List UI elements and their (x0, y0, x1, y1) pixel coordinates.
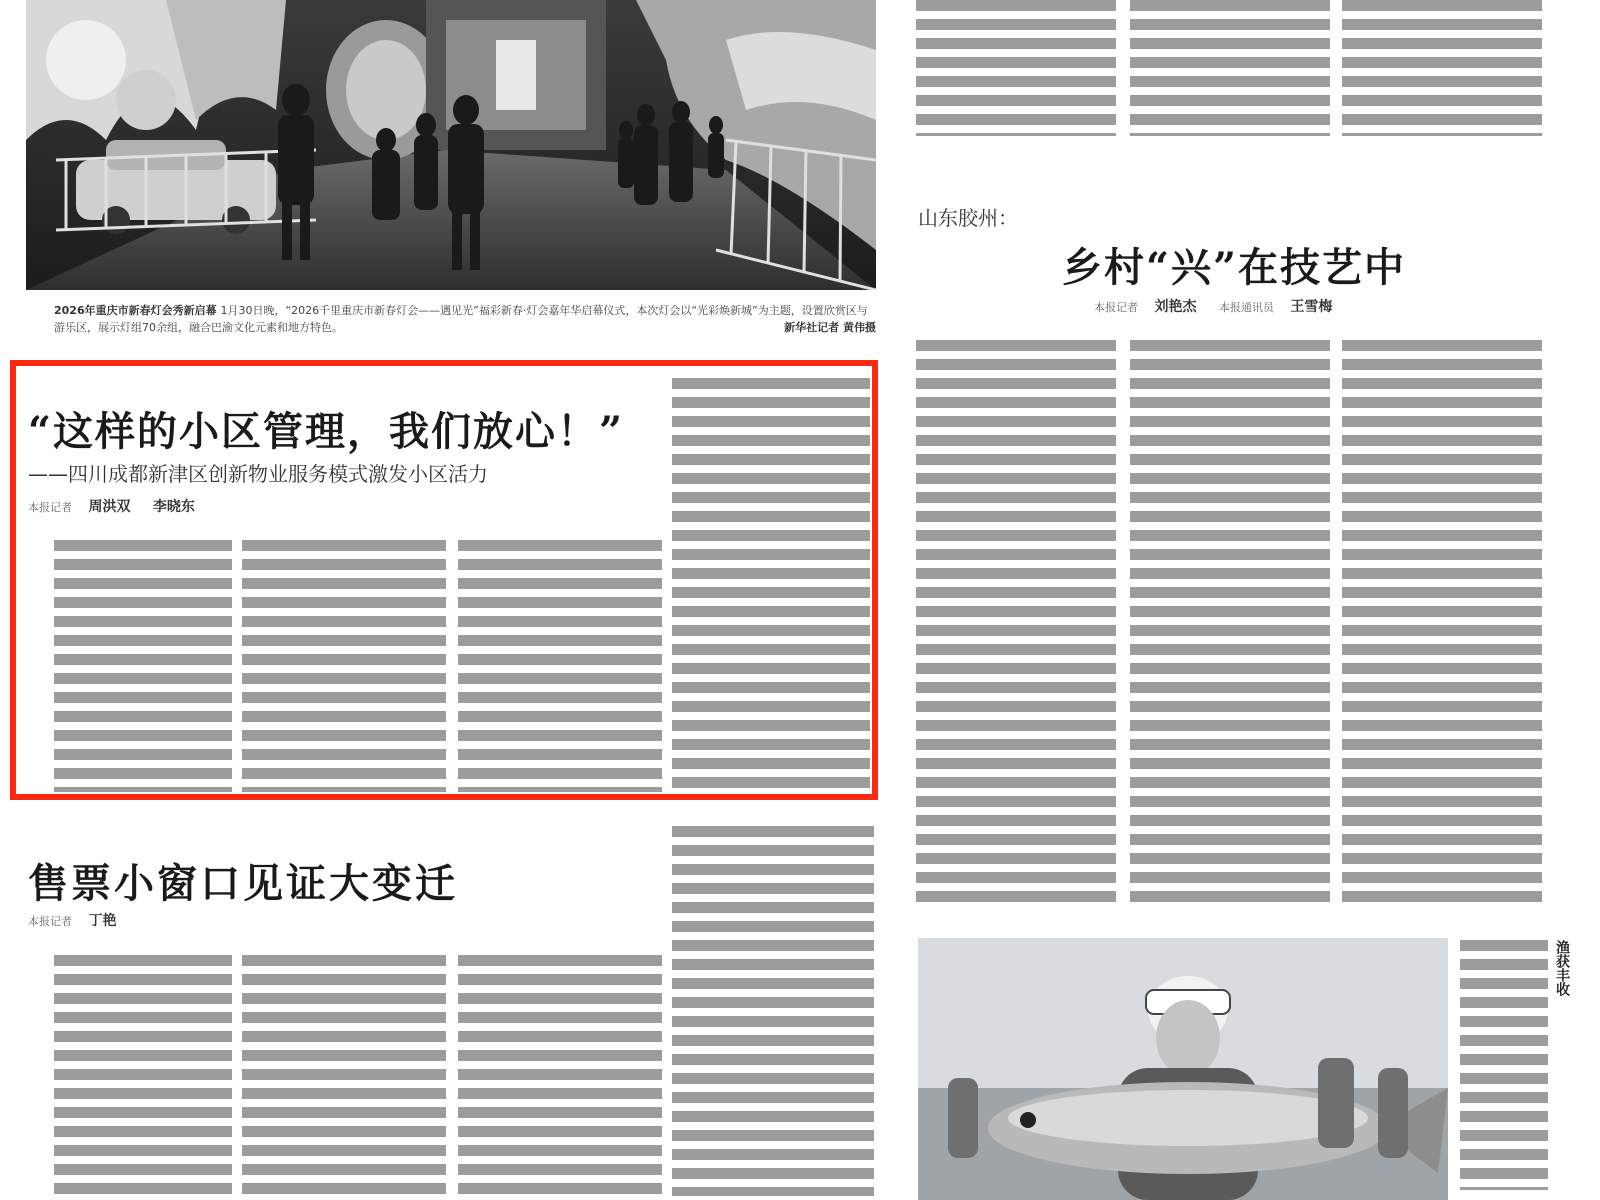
photo-caption (54, 302, 876, 336)
caption-body: 1月30日晚，“2026千里重庆市新春灯会——遇见光”福彩新春·灯会嘉年华启幕仪式，本次灯会以“光彩焕新城”为主题，设置欣赏区与游乐区，展示灯组70余组，融合巴渝文化元素和地方特色。 (54, 304, 868, 334)
fishing-photo (918, 938, 1448, 1200)
article-text-column (54, 955, 232, 1195)
byline-name: 周洪双 (88, 499, 131, 515)
byline-name: 李晓东 (152, 499, 195, 515)
article-byline (1094, 296, 1350, 316)
caption-credit: 新华社记者 黄伟摄 (784, 321, 876, 334)
article-text-column (916, 0, 1116, 136)
article-text-column (672, 378, 870, 792)
article-headline: 售票小窗口见证大变迁 (28, 860, 458, 907)
lantern-street-illustration (26, 0, 876, 290)
article-text-column (242, 955, 446, 1195)
vertical-photo-caption (1460, 940, 1580, 1190)
article-text-column (1342, 0, 1542, 136)
byline-role: 本报通讯员 (1218, 301, 1274, 314)
article-text-column (54, 540, 232, 792)
byline-name: 丁艳 (88, 913, 117, 929)
article-text-column (458, 540, 662, 792)
article-byline (28, 496, 213, 516)
article-text-column (1130, 340, 1330, 902)
article-subheadline: ——四川成都新津区创新物业服务模式激发小区活力 (28, 462, 488, 486)
caption-title: 2026年重庆市新春灯会秀新启幕 (54, 304, 217, 317)
article-text-column (242, 540, 446, 792)
article-headline: 乡村“兴”在技艺中 (1062, 244, 1407, 291)
article-headline: “这样的小区管理，我们放心！” (28, 408, 625, 455)
photo-caption-text (1460, 940, 1548, 1190)
article-text-column (1342, 340, 1542, 902)
byline-role: 本报记者 (1094, 301, 1138, 314)
fish-harvest-illustration (918, 938, 1448, 1200)
byline-name: 刘艳杰 (1154, 299, 1197, 315)
article-kicker: 山东胶州： (918, 206, 1018, 230)
byline-role: 本报记者 (28, 915, 72, 928)
photo-caption-title: 渔获丰收 (1554, 940, 1570, 996)
article-text-column (1130, 0, 1330, 136)
article-text-column (458, 955, 662, 1195)
article-text-column (916, 340, 1116, 902)
lantern-festival-photo (26, 0, 876, 290)
byline-role: 本报记者 (28, 501, 72, 514)
article-text-column (672, 826, 874, 1196)
byline-name: 王雪梅 (1290, 299, 1333, 315)
article-byline (28, 910, 134, 930)
